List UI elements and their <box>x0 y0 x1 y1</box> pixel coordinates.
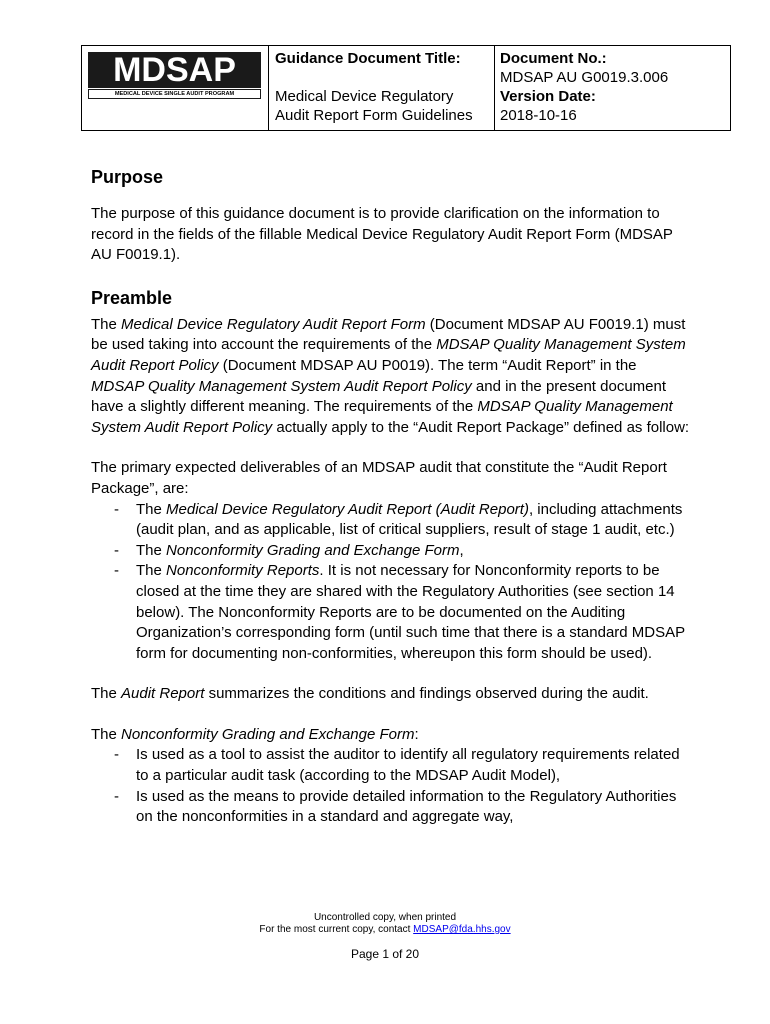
document-header-table <box>81 45 731 131</box>
list-item: - Is used as the means to provide detailed information to the Regulatory Authorities on the nonconformities in a standard and aggregate way, <box>91 787 691 828</box>
footer-contact: For the most current copy, contact MDSAP@fda.hhs.gov <box>259 924 511 935</box>
docinfo-cell <box>495 46 730 130</box>
title-line-1: Medical Device Regulatory <box>275 88 454 105</box>
logo-subtitle: MEDICAL DEVICE SINGLE AUDIT PROGRAM <box>88 89 261 99</box>
preamble-paragraph-4: The Nonconformity Grading and Exchange Form: <box>91 725 419 743</box>
page-number: Page 1 of 20 <box>350 947 420 961</box>
contact-email-link[interactable]: MDSAP@fda.hhs.gov <box>413 924 511 935</box>
docno-label: Document No.: <box>500 50 607 67</box>
list-item: - The Nonconformity Grading and Exchange Form, <box>91 541 691 562</box>
title-cell <box>269 46 495 130</box>
logo-wordmark: MDSAP <box>88 52 261 88</box>
version-label: Version Date: <box>500 88 596 105</box>
grading-form-list <box>91 745 691 827</box>
purpose-heading: Purpose <box>91 167 164 187</box>
mdsap-logo <box>88 52 261 100</box>
preamble-paragraph-2: The primary expected deliverables of an MDSAP audit that constitute the “Audit Report Package”, are: <box>91 459 667 497</box>
footer-uncontrolled: Uncontrolled copy, when printed <box>313 912 457 923</box>
version-value: 2018-10-16 <box>500 107 577 124</box>
logo-cell <box>82 46 269 130</box>
preamble-paragraph-1: The Medical Device Regulatory Audit Report Form (Document MDSAP AU F0019.1) must be used taking into account the requirements of the MDSAP Quality Management System Audit Report Policy (Document MDSAP AU P0019). The term “Audit Report” in the MDSAP Quality Management System Audit Report Policy and in the present document have a slightly different meaning. The requirements of the MDSAP Quality Management System Audit Report Policy actually apply to the “Audit Report Package” defined as follow: <box>91 315 690 436</box>
deliverables-list <box>91 500 691 665</box>
list-item: - The Medical Device Regulatory Audit Report (Audit Report), including attachments (audit plan, and as applicable, list of critical suppliers, result of stage 1 audit, etc.) <box>91 500 691 541</box>
preamble-heading: Preamble <box>91 287 173 308</box>
list-item: - Is used as a tool to assist the auditor to identify all regulatory requirements related to a particular audit task (according to the MDSAP Audit Model), <box>91 745 691 786</box>
document-body <box>91 165 691 828</box>
title-label: Guidance Document Title: <box>275 50 461 67</box>
purpose-text: The purpose of this guidance document is to provide clarification on the information to record in the fields of the fillable Medical Device Regulatory Audit Report Form (MDSAP AU F0019.1). <box>91 205 673 264</box>
docno-value: MDSAP AU G0019.3.006 <box>500 69 669 86</box>
title-line-2: Audit Report Form Guidelines <box>275 107 473 124</box>
list-item: - The Nonconformity Reports. It is not necessary for Nonconformity reports to be closed at the time they are shared with the Regulatory Authorities (see section 14 below). The Nonconformity Reports are to be documented on the Auditing Organization’s corresponding form (until such time that there is a standard MDSAP form for documenting non-conformities, whereupon this form should be used). <box>91 561 691 664</box>
preamble-paragraph-3: The Audit Report summarizes the conditions and findings observed during the audit. <box>91 685 649 703</box>
